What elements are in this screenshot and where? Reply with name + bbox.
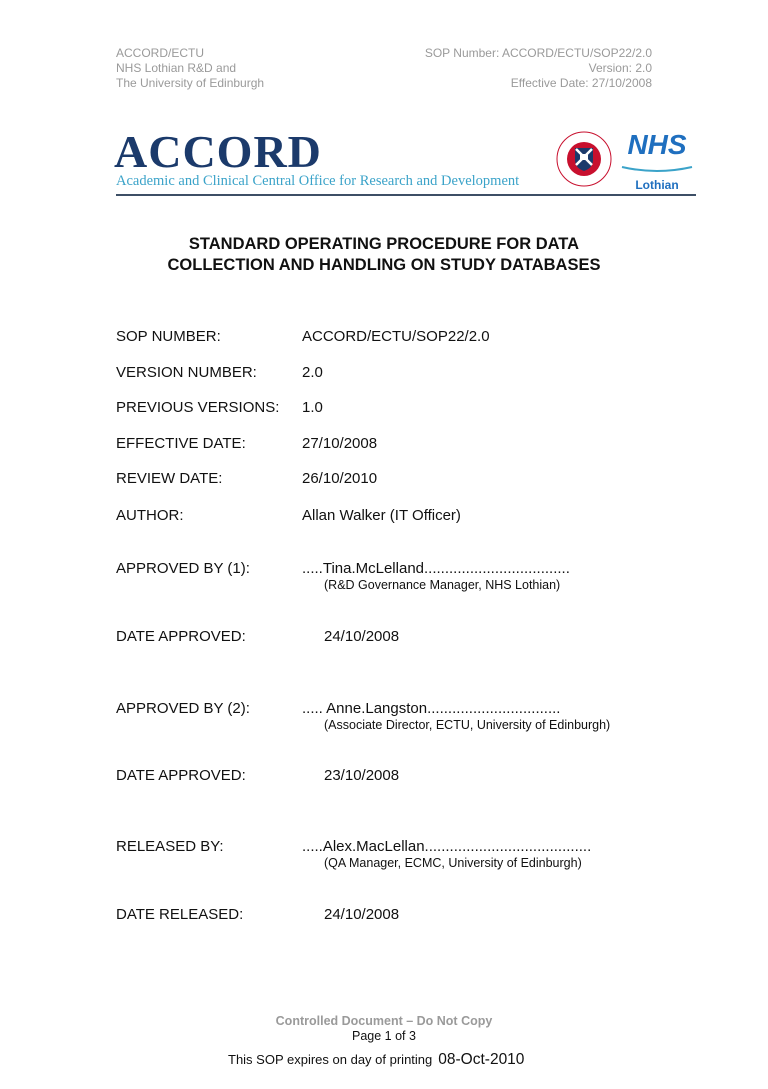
header-org-2: NHS Lothian R&D and bbox=[116, 61, 237, 75]
expiry-notice bbox=[228, 1051, 524, 1069]
field-label-previous-versions: PREVIOUS VERSIONS: bbox=[116, 399, 280, 416]
header-org-3: The University of Edinburgh bbox=[116, 76, 265, 90]
field-label-version: VERSION NUMBER: bbox=[116, 364, 257, 381]
date-released-value: 24/10/2008 bbox=[324, 906, 400, 923]
released-by-label: RELEASED BY: bbox=[116, 838, 224, 855]
field-value-previous-versions: 1.0 bbox=[302, 399, 323, 416]
accord-subtitle: Academic and Clinical Central Office for Research and Development bbox=[116, 173, 520, 189]
approver-2-signature: ..... Anne.Langston................................ bbox=[302, 700, 561, 717]
header-effective-date: Effective Date: 27/10/2008 bbox=[510, 76, 652, 90]
date-approved-label-2: DATE APPROVED: bbox=[116, 767, 246, 784]
expiry-date: 08-Oct-2010 bbox=[438, 1051, 525, 1068]
field-value-review-date: 26/10/2010 bbox=[302, 470, 378, 487]
field-label-sop-number: SOP NUMBER: bbox=[116, 328, 221, 345]
approval-label-1: APPROVED BY (1): bbox=[116, 560, 250, 577]
nhs-lothian-logo bbox=[618, 130, 696, 190]
header-left bbox=[116, 46, 264, 91]
page-number: Page 1 of 3 bbox=[352, 1029, 416, 1043]
field-label-effective-date: EFFECTIVE DATE: bbox=[116, 435, 246, 452]
header-sop-number: SOP Number: ACCORD/ECTU/SOP22/2.0 bbox=[424, 46, 652, 60]
field-value-effective-date: 27/10/2008 bbox=[302, 435, 378, 452]
date-approved-value-1: 24/10/2008 bbox=[324, 628, 400, 645]
field-value-author: Allan Walker (IT Officer) bbox=[302, 507, 461, 524]
title-line-1: STANDARD OPERATING PROCEDURE FOR DATA bbox=[188, 235, 580, 253]
banner-divider bbox=[116, 194, 696, 196]
approver-2-role: (Associate Director, ECTU, University of Edinburgh) bbox=[324, 718, 611, 732]
header-right bbox=[425, 46, 652, 91]
field-label-author: AUTHOR: bbox=[116, 507, 184, 524]
released-by-signature: .....Alex.MacLellan........................................ bbox=[302, 838, 592, 855]
header-org-1: ACCORD/ECTU bbox=[116, 46, 205, 60]
nhs-wave-icon bbox=[618, 165, 696, 173]
accord-logo: ACCORD bbox=[114, 126, 322, 177]
university-crest-icon bbox=[555, 130, 613, 188]
title-line-2: COLLECTION AND HANDLING ON STUDY DATABASES bbox=[167, 256, 601, 274]
header-version: Version: 2.0 bbox=[588, 61, 652, 75]
approval-label-2: APPROVED BY (2): bbox=[116, 700, 250, 717]
field-value-version: 2.0 bbox=[302, 364, 323, 381]
field-value-sop-number: ACCORD/ECTU/SOP22/2.0 bbox=[302, 328, 490, 345]
released-by-role: (QA Manager, ECMC, University of Edinburgh) bbox=[324, 856, 582, 870]
page-title bbox=[0, 234, 768, 276]
approver-1-signature: .....Tina.McLelland................................... bbox=[302, 560, 570, 577]
nhs-lothian-text: Lothian bbox=[635, 178, 679, 192]
expiry-text: This SOP expires on day of printing bbox=[228, 1052, 433, 1067]
nhs-text: NHS bbox=[627, 129, 687, 160]
approver-1-role: (R&D Governance Manager, NHS Lothian) bbox=[324, 578, 561, 592]
date-approved-value-2: 23/10/2008 bbox=[324, 767, 400, 784]
controlled-document-notice: Controlled Document – Do Not Copy bbox=[275, 1014, 493, 1028]
field-label-review-date: REVIEW DATE: bbox=[116, 470, 223, 487]
date-released-label: DATE RELEASED: bbox=[116, 906, 244, 923]
date-approved-label-1: DATE APPROVED: bbox=[116, 628, 246, 645]
